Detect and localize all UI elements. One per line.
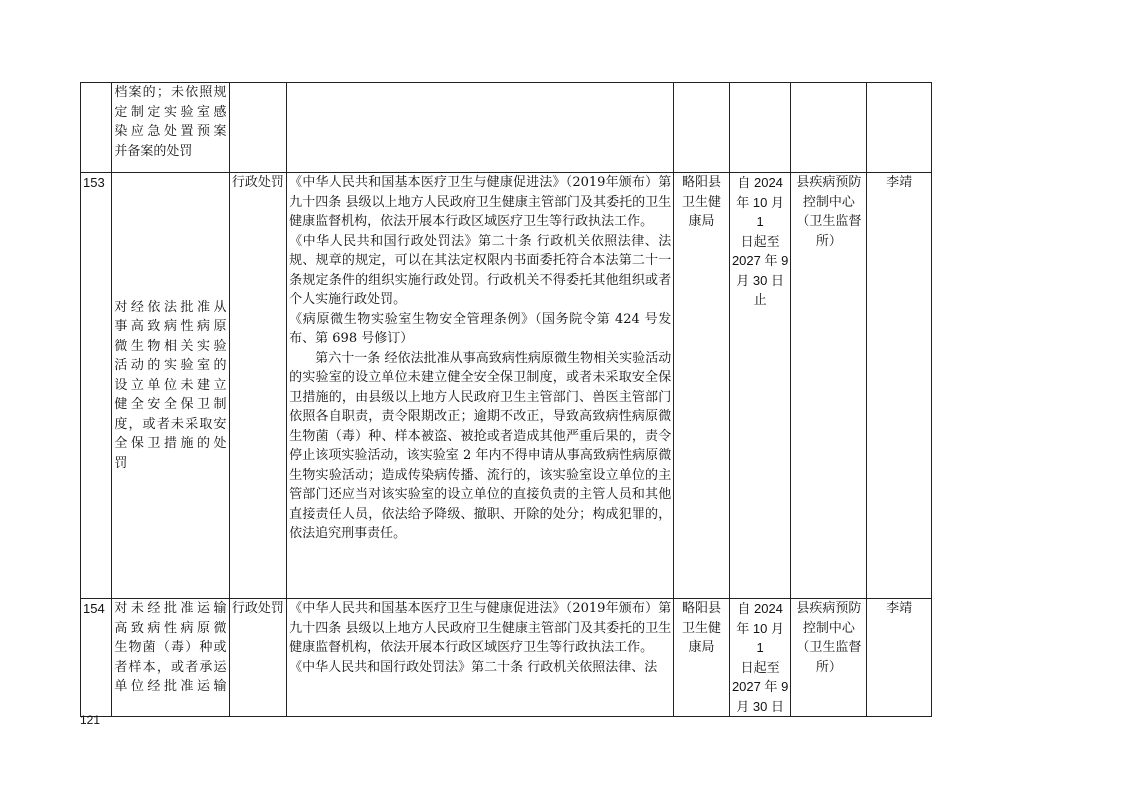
- item-line: 活动的实验室的: [114, 358, 227, 374]
- center-cell: [791, 173, 867, 599]
- item-line: 对经依法批准从: [114, 299, 227, 315]
- person-cell: 李靖: [867, 173, 932, 599]
- table-row-continued: [81, 83, 932, 173]
- basis-paragraph: 《病原微生物实验室生物安全管理条例》（国务院令第 424 号发布、第 698 号修订）: [289, 311, 672, 346]
- dept-line: 康局: [688, 214, 715, 229]
- item-line: 事高致病性病原: [114, 319, 227, 335]
- date-line: 2027 年 9: [731, 253, 789, 268]
- page-number: 121: [80, 713, 101, 727]
- table-row-154: [81, 599, 932, 717]
- dept-line: 卫生健: [682, 194, 722, 210]
- basis-cell: [287, 599, 674, 717]
- basis-paragraph: 《中华人民共和国行政处罚法》第二十条 行政机关依照法律、法规、规章的规定，可以在其法定权限内书面委托符合本法第二十一条规定条件的组织实施行政处罚。行政机关不得委托其他组织或者个人实施行政处罚。: [289, 233, 672, 307]
- type-cell: 行政处罚: [229, 173, 287, 599]
- item-line: 档案的；未依照规: [114, 85, 227, 100]
- date-line: 日起至: [740, 659, 780, 675]
- dept-cell: [674, 599, 730, 717]
- date-line: 2027 年 9: [731, 679, 789, 694]
- item-line: 单位经批准运输: [114, 679, 227, 694]
- date-line: 年 10 月 1: [736, 194, 784, 229]
- date-cell: [729, 83, 791, 173]
- item-line: 定制定实验室感: [114, 104, 227, 120]
- basis-paragraph: 第六十一条 经依法批准从事高致病性病原微生物相关实验活动的实验室的设立单位未建立健全安全保卫制度，或者未采取安全保卫措施的，由县级以上地方人民政府卫生主管部门、兽医主管部门依照各自职责，责令限期改正；逾期不改正，导致高致病性病原微生物菌（毒）种、样本被盗、被抢或者造成其他严重后果的，责令停止该项实验活动，该实验室 2 年内不得申请从事高致病性病原微生物实验活动；造成传染病传播、流行的，该实验室设立单位的主管部门还应当对该实验室的设立单位的直接负责的主管人员和其他直接责任人员，依法给予降级、撤职、开除的处分；构成犯罪的，依法追究刑事责任。: [289, 350, 672, 541]
- item-line: 高致病性病原微: [114, 620, 227, 636]
- center-line: 县疾病预防: [796, 175, 862, 190]
- item-line: 者样本，或者承运: [114, 659, 227, 675]
- dept-line: 略阳县: [682, 175, 722, 190]
- item-line: 对未经批准运输: [114, 601, 227, 616]
- item-line: 并备案的处罚: [114, 143, 193, 159]
- row-number-cell: [81, 83, 112, 173]
- center-line: 控制中心: [802, 620, 855, 636]
- item-name-cell: [112, 599, 229, 717]
- dept-cell: [674, 83, 730, 173]
- date-line: 自 2024: [737, 175, 783, 190]
- date-line: 月 30 日: [736, 272, 784, 288]
- person-cell: 李靖: [867, 599, 932, 717]
- date-line: 日起至: [740, 233, 780, 249]
- center-line: 所）: [815, 233, 842, 249]
- item-line: 染应急处置预案: [114, 124, 227, 139]
- item-name-cell: [112, 83, 229, 173]
- dept-line: 卫生健: [682, 620, 722, 636]
- enforcement-table: [80, 82, 932, 717]
- item-line: 全保卫措施的处: [114, 436, 227, 452]
- dept-line: 康局: [688, 640, 715, 655]
- basis-paragraph: 《中华人民共和国基本医疗卫生与健康促进法》（2019年颁布）第九十四条 县级以上地方人民政府卫生健康主管部门及其委托的卫生健康监督机构，依法开展本行政区域医疗卫生等行政执法工作。: [289, 601, 672, 655]
- item-line: 度，或者未采取安: [114, 416, 227, 432]
- dept-line: 略阳县: [682, 601, 722, 616]
- date-line: 止: [753, 292, 767, 307]
- center-line: （卫生监督: [796, 214, 862, 229]
- center-cell: [791, 83, 867, 173]
- date-cell: [729, 599, 791, 717]
- basis-cell: [287, 173, 674, 599]
- type-cell: [229, 83, 287, 173]
- item-line: 健全安全保卫制: [114, 397, 227, 413]
- basis-cell: [287, 83, 674, 173]
- date-line: 年 10 月 1: [736, 620, 784, 655]
- date-line: 月 30 日: [736, 698, 784, 714]
- center-line: （卫生监督: [796, 640, 862, 655]
- person-cell: [867, 83, 932, 173]
- type-cell: 行政处罚: [229, 599, 287, 717]
- item-name-cell: [112, 173, 229, 599]
- table-row-153: [81, 173, 932, 599]
- item-line: 生物菌（毒）种或: [114, 640, 227, 655]
- row-number: 154: [81, 599, 112, 717]
- row-number: 153: [81, 173, 112, 599]
- center-line: 所）: [815, 659, 842, 675]
- item-line: 设立单位未建立: [114, 377, 227, 393]
- item-line: 罚: [114, 455, 128, 471]
- basis-paragraph: 《中华人民共和国基本医疗卫生与健康促进法》（2019年颁布）第九十四条 县级以上地方人民政府卫生健康主管部门及其委托的卫生健康监督机构，依法开展本行政区域医疗卫生等行政执法工作。: [289, 175, 672, 229]
- item-line: 微生物相关实验: [114, 338, 227, 354]
- center-line: 县疾病预防: [796, 601, 862, 616]
- basis-paragraph: 《中华人民共和国行政处罚法》第二十条 行政机关依照法律、法: [289, 659, 658, 675]
- date-cell: [729, 173, 791, 599]
- dept-cell: [674, 173, 730, 599]
- date-line: 自 2024: [737, 601, 783, 616]
- center-cell: [791, 599, 867, 717]
- center-line: 控制中心: [802, 194, 855, 210]
